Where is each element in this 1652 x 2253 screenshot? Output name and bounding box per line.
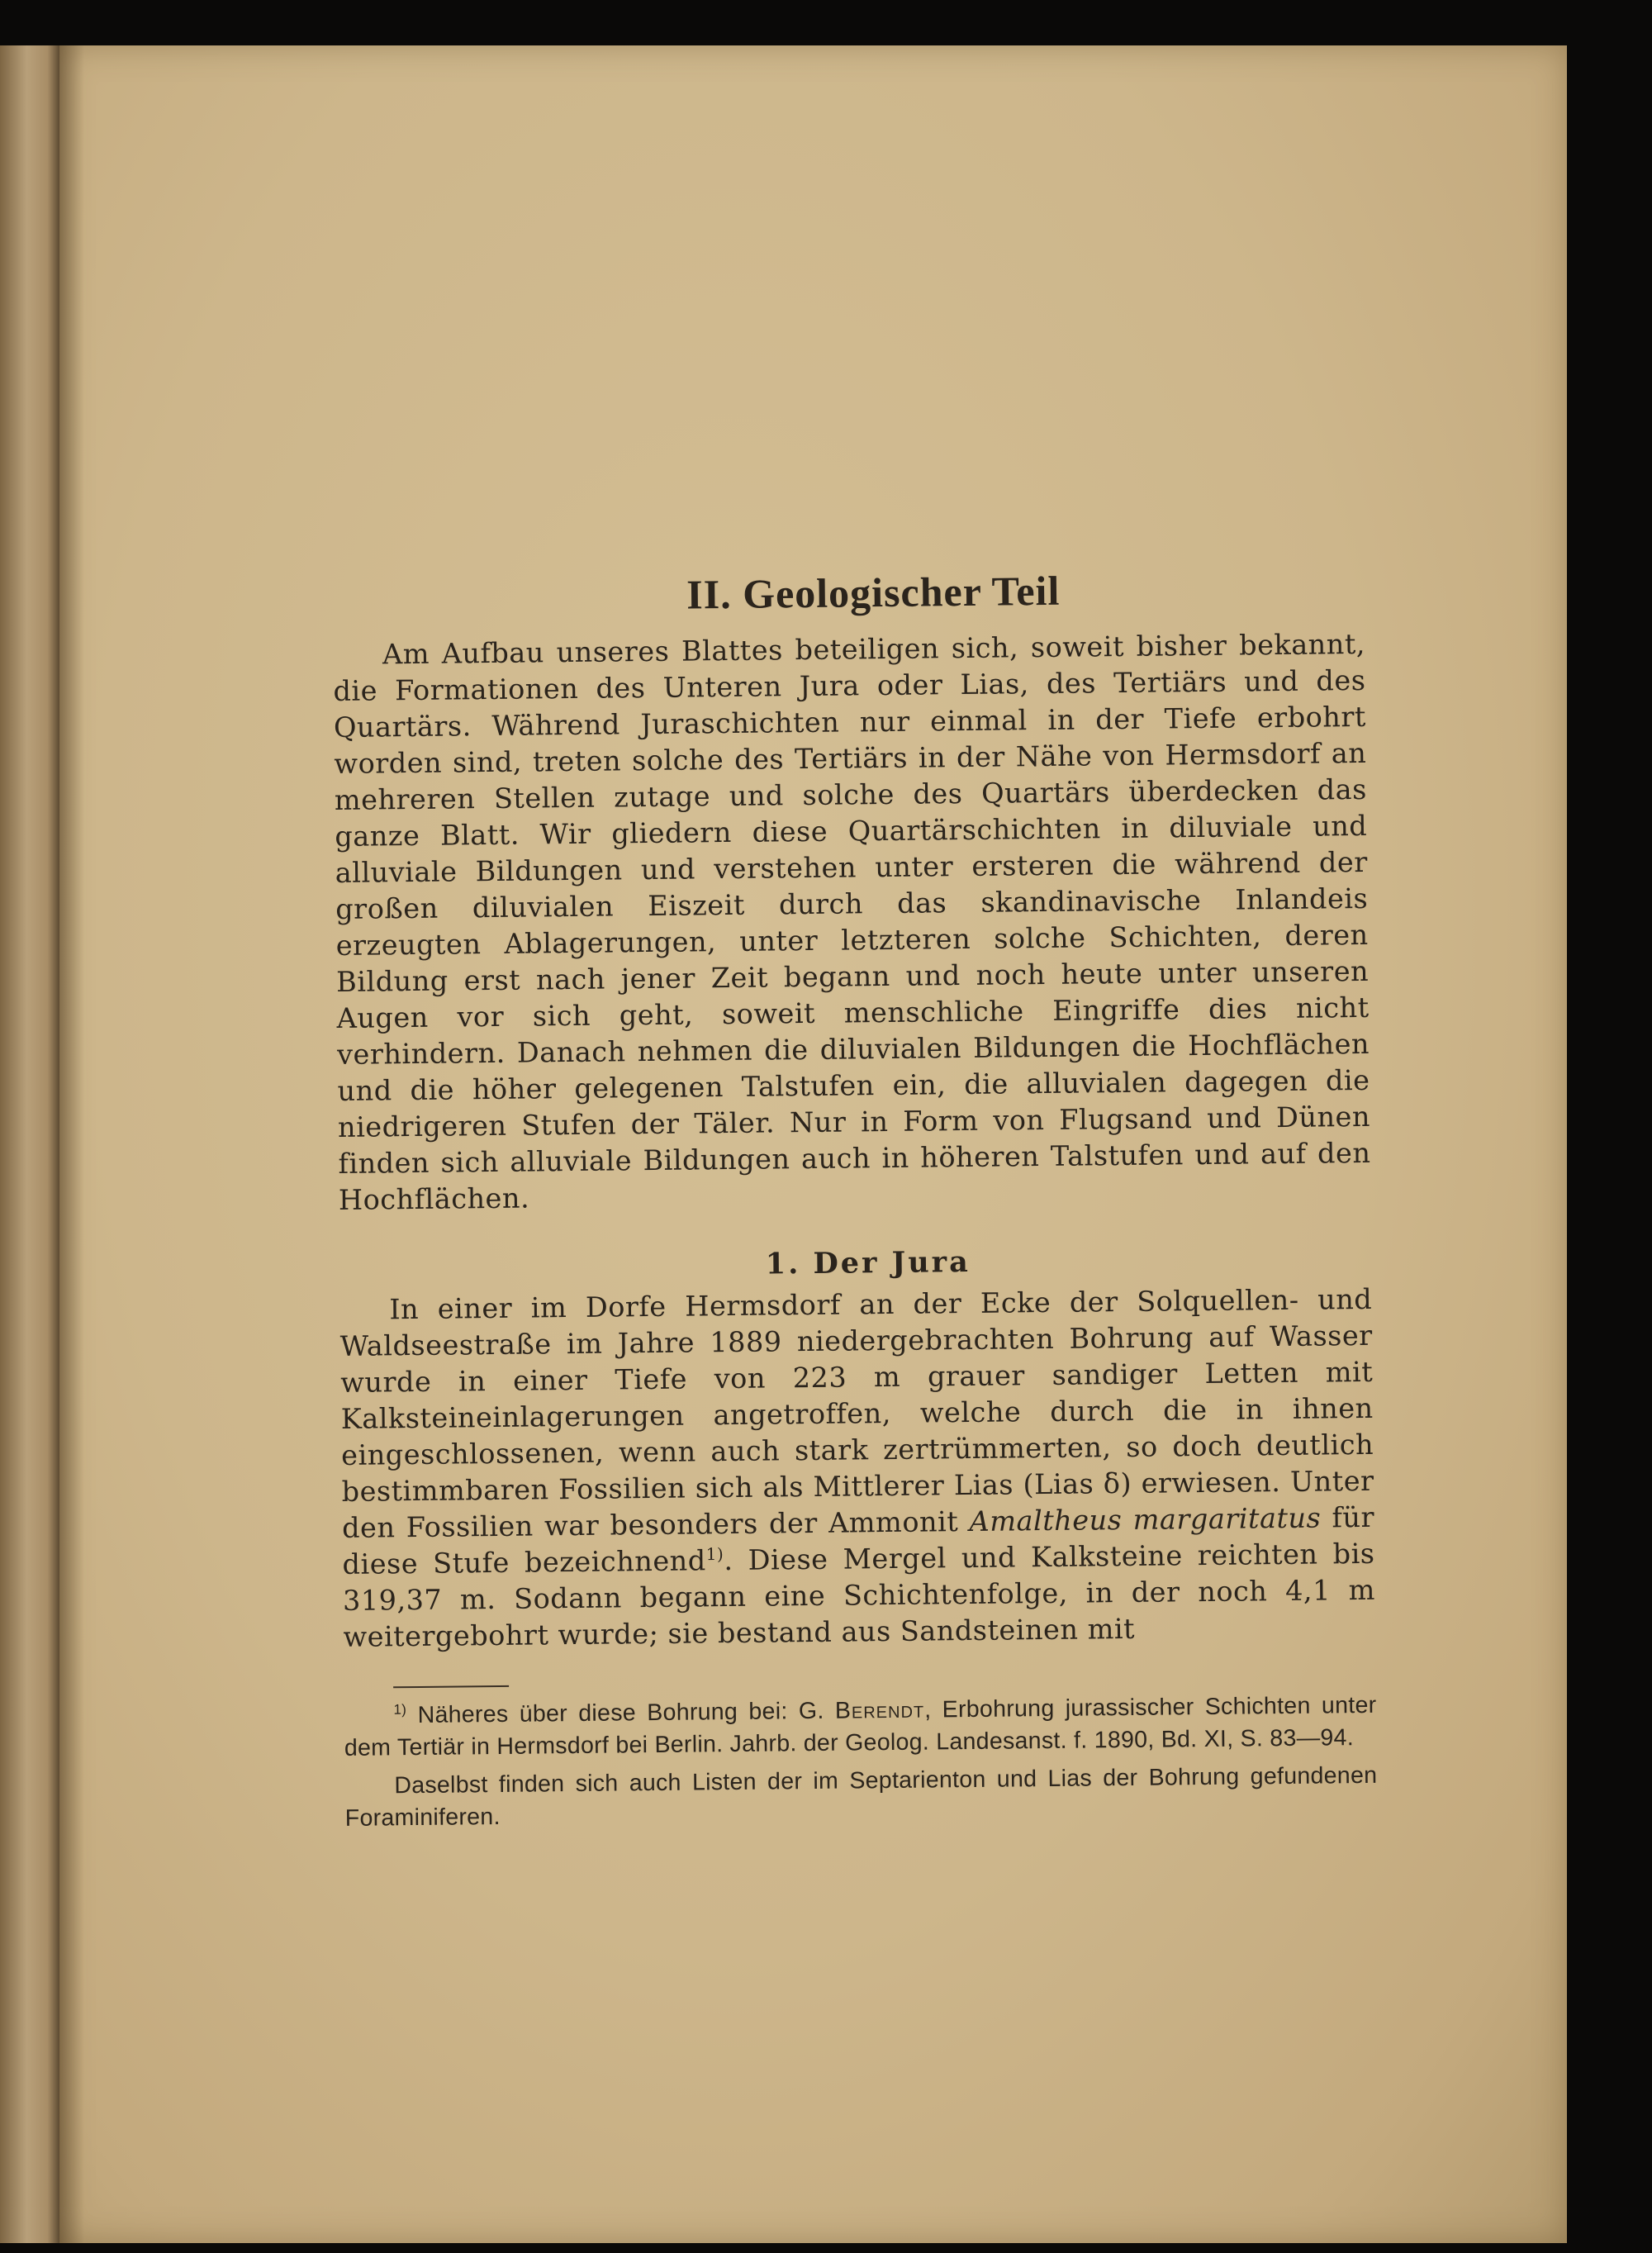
species-name: Amaltheus margaritatus (969, 1501, 1322, 1538)
book-page (59, 45, 1567, 2243)
jura-text-before: In einer im Dorfe Hermsdorf an der Ecke der Solquellen- und Waldseestraße im Jahre 1889 niedergebrachten Bohrung auf Wasser wurde in einer Tiefe von 223 m grauer sandiger Letten mit Kalksteineinlagerungen angetroffen, welche durch die in ihnen eingeschlossenen, wenn auch stark zertrümmerten, so doch deutlich bestimmbaren Fossilien sich als Mittlerer Lias (Lias δ) erwiesen. Unter den Fossilien war besonders der Ammonit (339, 1282, 1374, 1544)
previous-page-edge (0, 45, 59, 2243)
footnote-2: Daselbst finden sich auch Listen der im Septarienton und Lias der Bohrung gefundenen Foraminiferen. (344, 1761, 1378, 1832)
jura-text-after: für diese Stufe bezeichnend (342, 1500, 1375, 1580)
footnote-reference: 1) (705, 1543, 724, 1565)
section-title: II. Geologischer Teil (686, 567, 1061, 618)
page-content (332, 563, 1378, 1841)
gutter-shadow (59, 45, 84, 2243)
jura-text-end: . Diese Mergel und Kalksteine reichten bis 319,37 m. Sodann begann eine Schichtenfolge, in der noch 4,1 m weitergebohrt wurde; sie bestand aus Sandsteinen mit (342, 1537, 1376, 1653)
jura-paragraph (339, 1281, 1376, 1656)
intro-paragraph: Am Aufbau unseres Blattes beteiligen sich, soweit bisher bekannt, die Formationen des Unteren Jura oder Lias, des Tertiärs und des Quartärs. Während Juraschichten nur einmal in der Tiefe erbohrt worden sind, treten solche des Tertiärs in der Nähe von Hermsdorf an mehreren Stellen zutage und solche des Quartärs überdecken das ganze Blatt. Wir gliedern diese Quartärschichten in diluviale und alluviale Bildungen und verstehen unter ersteren die während der großen diluvialen Eiszeit durch das skandinavische Inlandeis erzeugten Ablagerungen, unter letzteren solche Schichten, deren Bildung erst nach jener Zeit begann und noch heute unter unseren Augen vor sich geht, soweit menschliche Eingriffe dies nicht verhindern. Danach nehmen die diluvialen Bildungen die Hochflächen und die höher gelegenen Talstufen ein, die alluvialen dagegen die niedrigeren Stufen der Täler. Nur in Form von Flugsand und Dünen finden sich alluviale Bildungen auch in höheren Talstufen und auf den Hochflächen. (333, 627, 1371, 1216)
footnote-divider (393, 1685, 509, 1688)
footnote-1-text-after: , Erbohrung jurassischer Schichten unter dem Tertiär in Hermsdorf bei Berlin. Jahrb. der Geolog. Landesanst. f. 1890, Bd. XI, S. 83—94. (344, 1691, 1377, 1761)
footnote-marker: 1) (393, 1701, 407, 1718)
subsection-title: 1. Der Jura (765, 1244, 971, 1281)
footnote-1 (344, 1690, 1377, 1764)
footnote-1-text-before: Näheres über diese Bohrung bei: G. (417, 1697, 824, 1728)
footnote-author: Berendt (834, 1696, 925, 1724)
